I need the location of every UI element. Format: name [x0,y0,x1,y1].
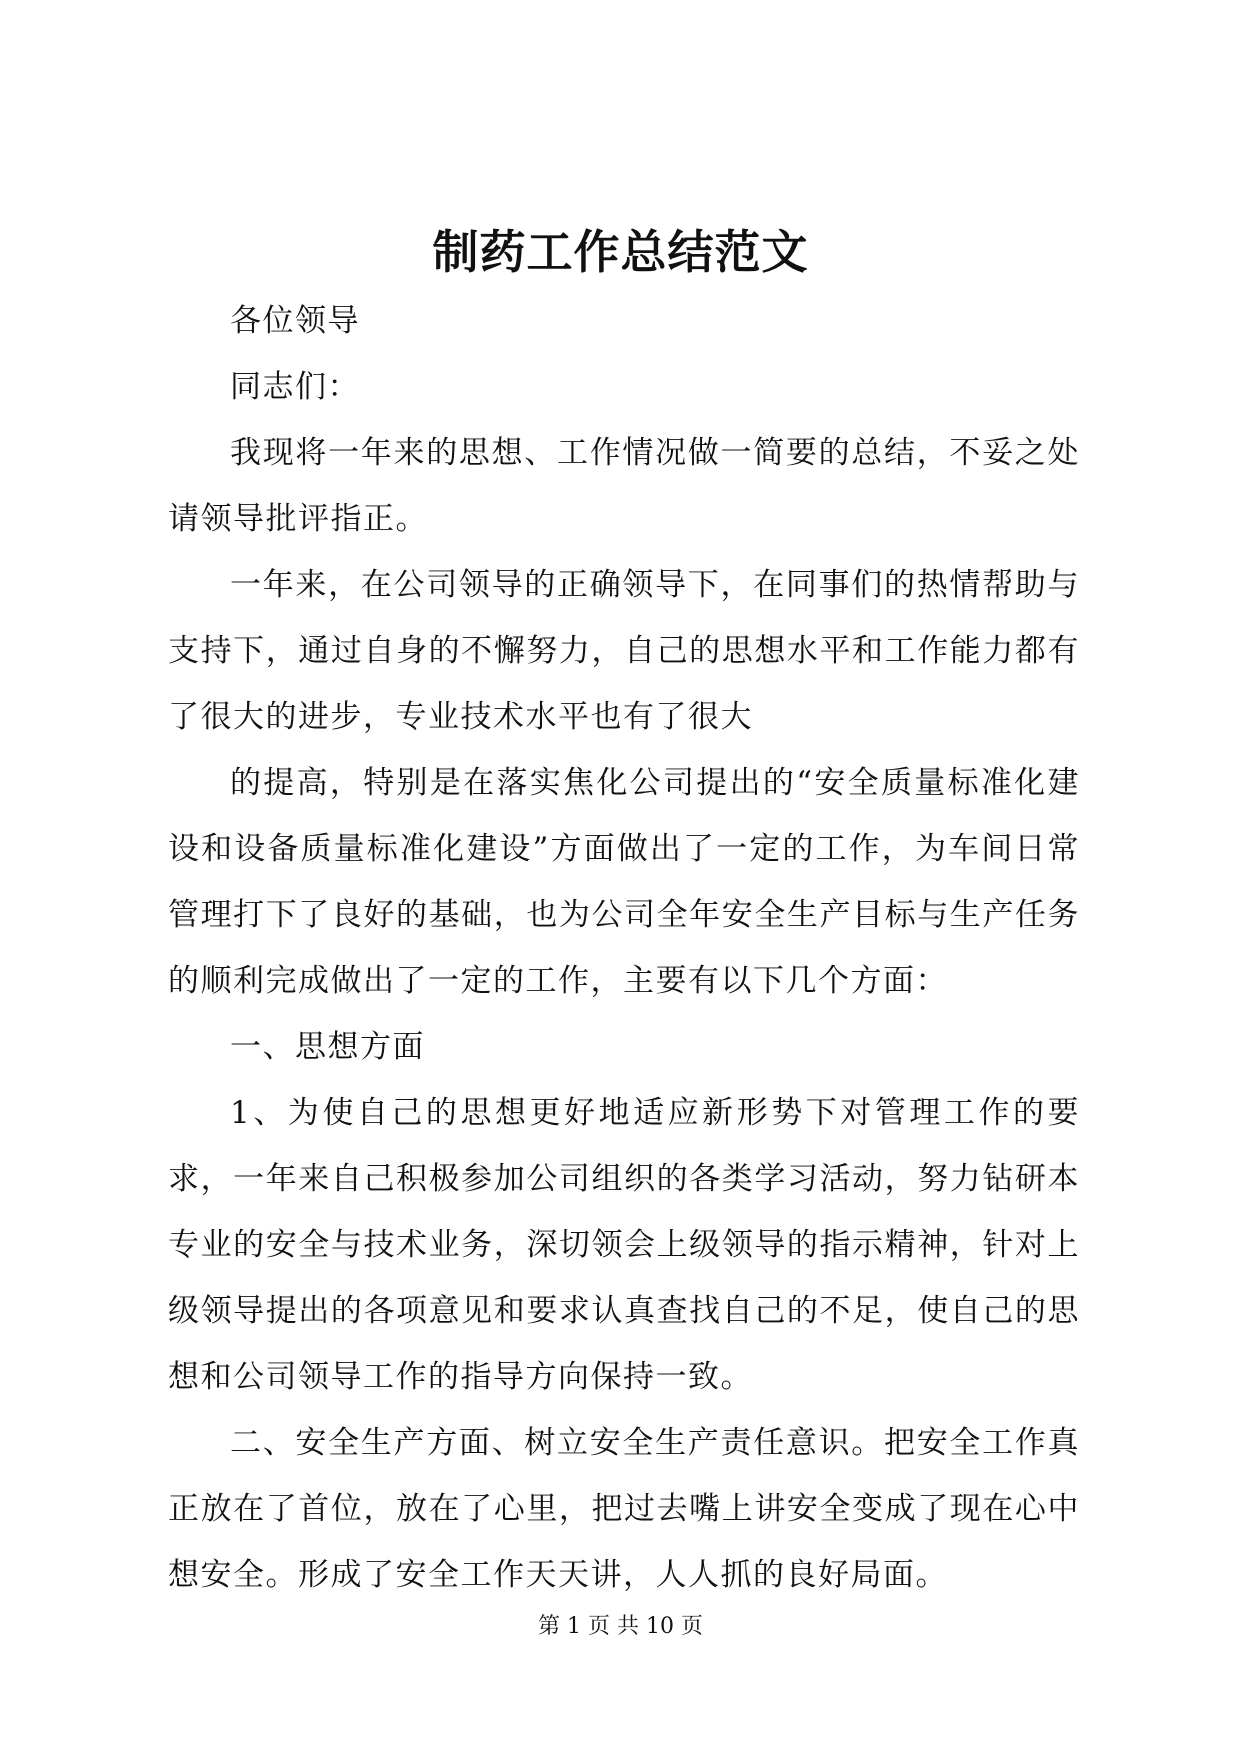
paragraph-overview: 一年来，在公司领导的正确领导下，在同事们的热情帮助与支持下，通过自身的不懈努力，自己的思想水平和工作能力都有了很大的进步，专业技术水平也有了很大 [168,567,1080,735]
paragraph-improvement: 的提高，特别是在落实焦化公司提出的“安全质量标准化建设和设备质量标准化建设”方面做出了一定的工作，为车间日常管理打下了良好的基础，也为公司全年安全生产目标与生产任务的顺利完成做出了一定的工作，主要有以下几个方面： [168,765,1080,999]
section-heading-thought: 一、思想方面 [230,1029,425,1065]
salutation-comrades: 同志们： [230,369,360,405]
paragraph-safety: 二、安全生产方面、树立安全生产责任意识。把安全工作真正放在了首位，放在了心里，把过去嘴上讲安全变成了现在心中想安全。形成了安全工作天天讲，人人抓的良好局面。 [168,1425,1080,1593]
page-footer: 第 1 页 共 10 页 [538,1614,703,1639]
document-body [168,288,1080,1608]
paragraph-thought-1: 1、为使自己的思想更好地适应新形势下对管理工作的要求，一年来自己积极参加公司组织的各类学习活动，努力钻研本专业的安全与技术业务，深切领会上级领导的指示精神，针对上级领导提出的各项意见和要求认真查找自己的不足，使自己的思想和公司领导工作的指导方向保持一致。 [168,1095,1080,1395]
document-title: 制药工作总结范文 [432,225,809,279]
paragraph-intro: 我现将一年来的思想、工作情况做一简要的总结，不妥之处请领导批评指正。 [168,435,1080,537]
salutation-leaders: 各位领导 [230,303,360,339]
